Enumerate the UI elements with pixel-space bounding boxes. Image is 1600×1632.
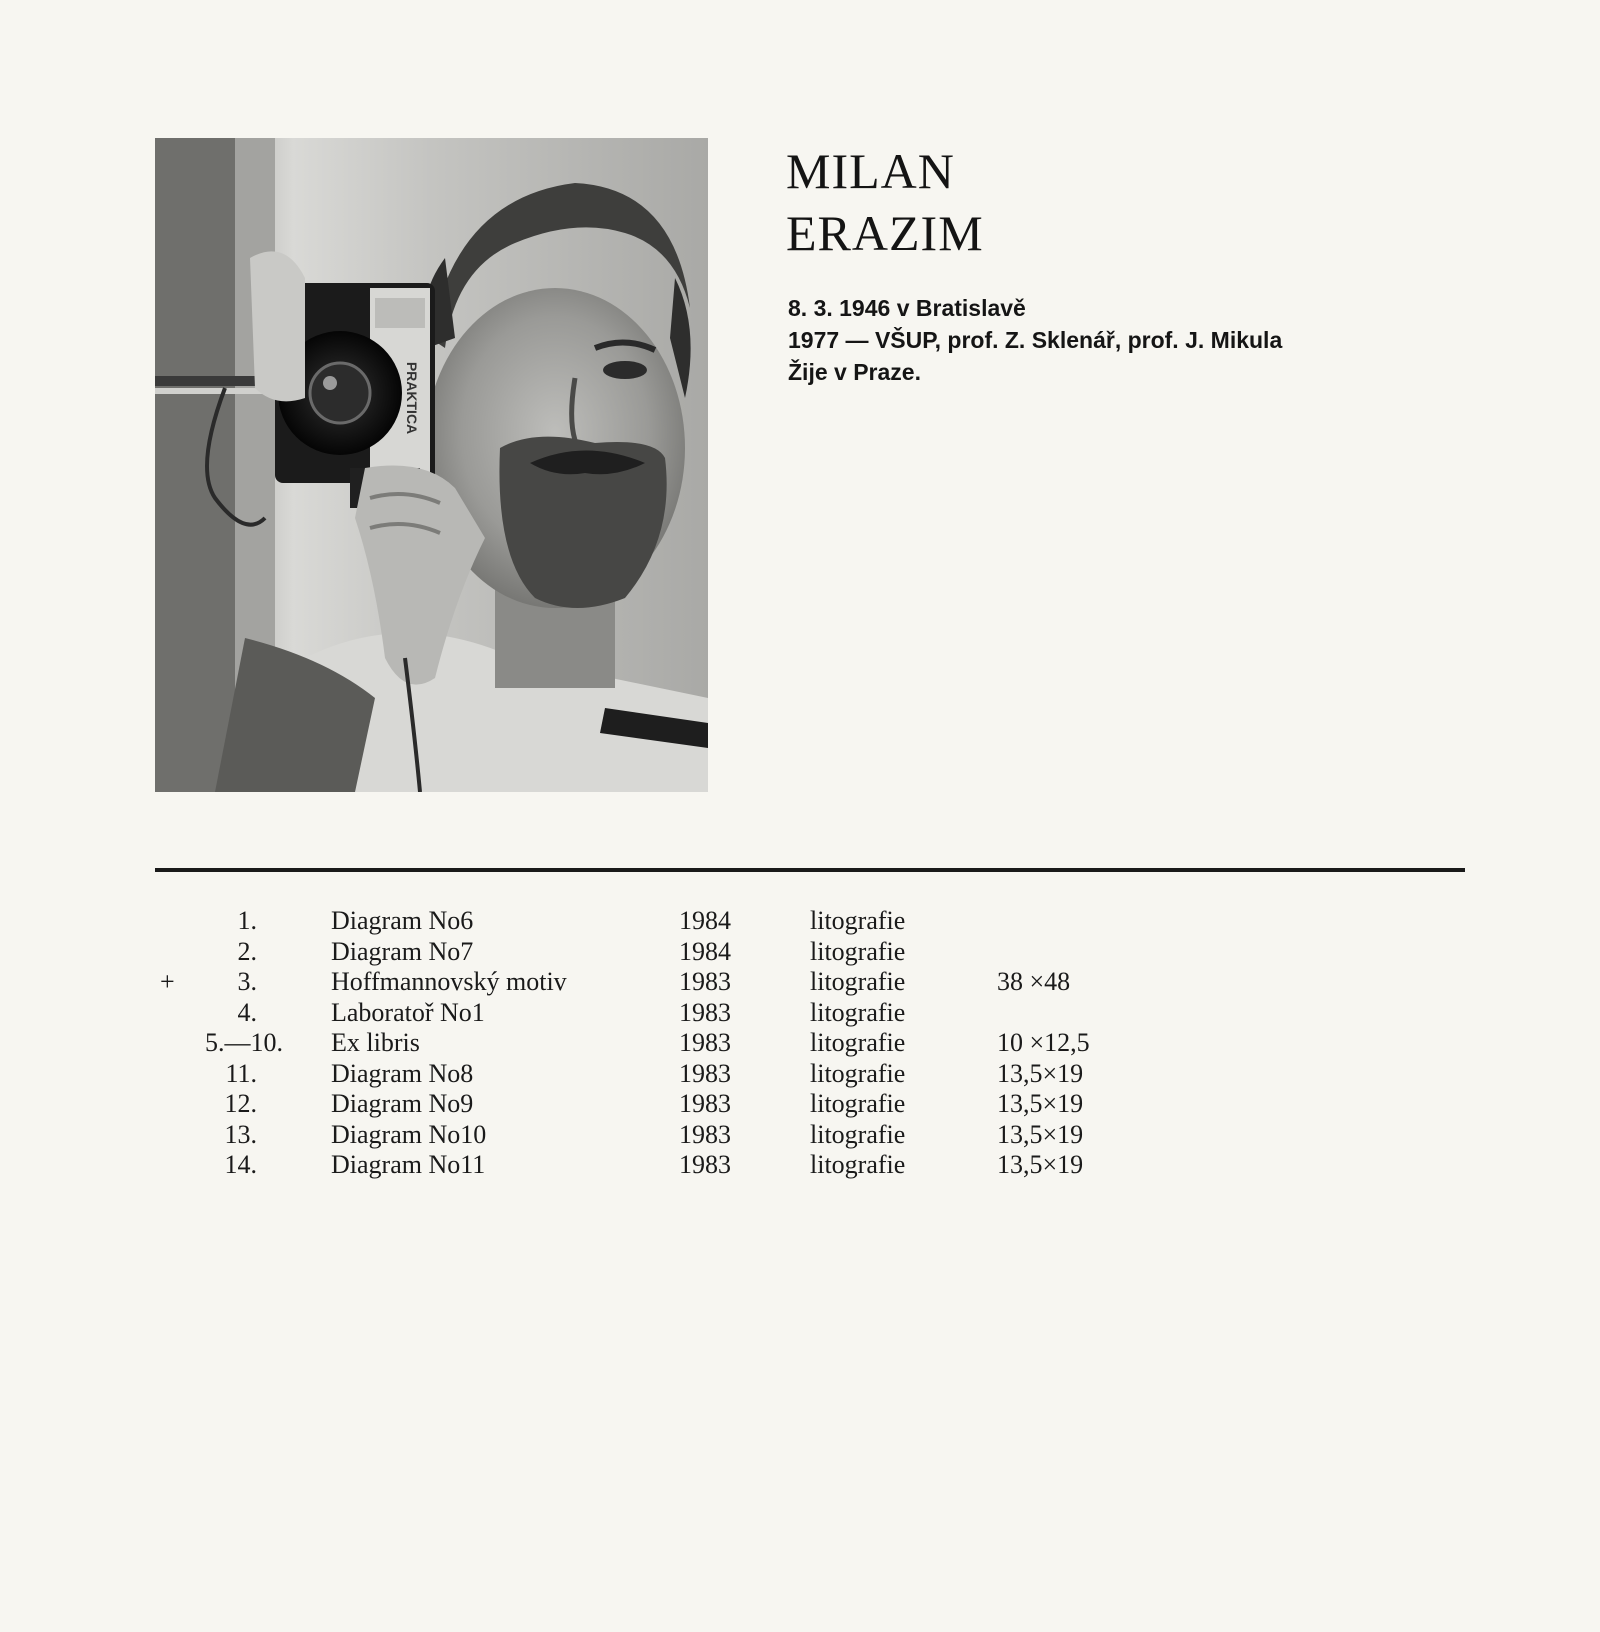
work-year: 1983 bbox=[679, 967, 731, 996]
work-dimensions: 10 ×12,5 bbox=[997, 1028, 1090, 1057]
work-technique: litografie bbox=[810, 936, 906, 966]
work-row bbox=[155, 967, 1455, 998]
work-row bbox=[155, 1120, 1455, 1151]
work-title: Diagram No10 bbox=[331, 1119, 487, 1149]
work-title: Ex libris bbox=[331, 1028, 420, 1057]
work-technique: litografie bbox=[810, 906, 906, 935]
work-year: 1983 bbox=[679, 1150, 731, 1179]
work-row bbox=[155, 906, 1455, 937]
work-number: 1. bbox=[237, 906, 257, 935]
work-technique: litografie bbox=[810, 1089, 906, 1118]
section-divider bbox=[155, 868, 1465, 872]
work-row bbox=[155, 937, 1455, 968]
artist-name bbox=[786, 140, 984, 264]
work-row bbox=[155, 1028, 1455, 1059]
work-technique: litografie bbox=[810, 1150, 906, 1179]
work-row bbox=[155, 1089, 1455, 1120]
work-title: Diagram No11 bbox=[331, 1150, 486, 1179]
work-number: 14. bbox=[224, 1150, 257, 1179]
work-dimensions: 38 ×48 bbox=[997, 967, 1071, 996]
work-row bbox=[155, 1150, 1455, 1181]
work-year: 1984 bbox=[679, 936, 731, 966]
work-number: 11. bbox=[225, 1058, 257, 1088]
works-list bbox=[155, 906, 1455, 1181]
work-year: 1983 bbox=[679, 997, 731, 1027]
work-dimensions: 13,5×19 bbox=[997, 1119, 1084, 1149]
bio-education: 1977 — VŠUP, prof. Z. Sklenář, prof. J. Mikula bbox=[788, 327, 1283, 353]
camera-brand-text: PRAKTICA bbox=[404, 361, 420, 435]
work-year: 1983 bbox=[679, 1058, 731, 1088]
work-technique: litografie bbox=[810, 1119, 906, 1149]
work-technique: litografie bbox=[810, 967, 906, 996]
work-row bbox=[155, 1059, 1455, 1090]
artist-first-name: MILAN bbox=[786, 143, 955, 199]
work-title: Laboratoř No1 bbox=[331, 997, 485, 1027]
work-number: 4. bbox=[237, 997, 257, 1027]
work-title: Diagram No9 bbox=[331, 1089, 474, 1118]
work-title: Hoffmannovský motiv bbox=[331, 967, 567, 996]
work-year: 1983 bbox=[679, 1089, 731, 1118]
work-title: Diagram No7 bbox=[331, 936, 474, 966]
work-technique: litografie bbox=[810, 1028, 906, 1057]
work-year: 1983 bbox=[679, 1119, 731, 1149]
work-number: 5.—10. bbox=[205, 1028, 283, 1057]
work-year: 1983 bbox=[679, 1028, 731, 1057]
work-title: Diagram No6 bbox=[331, 906, 474, 935]
work-dimensions: 13,5×19 bbox=[997, 1058, 1084, 1088]
work-technique: litografie bbox=[810, 997, 906, 1027]
artist-bio bbox=[788, 292, 1282, 388]
artist-last-name: ERAZIM bbox=[786, 205, 984, 261]
work-dimensions: 13,5×19 bbox=[997, 1150, 1084, 1179]
work-number: 2. bbox=[237, 936, 257, 966]
work-row bbox=[155, 998, 1455, 1029]
work-title: Diagram No8 bbox=[331, 1058, 474, 1088]
artist-portrait-photo bbox=[155, 138, 708, 792]
work-number: 13. bbox=[224, 1119, 257, 1149]
work-dimensions: 13,5×19 bbox=[997, 1089, 1084, 1118]
work-mark: + bbox=[160, 967, 175, 996]
bio-born: 8. 3. 1946 v Bratislavě bbox=[788, 295, 1026, 321]
work-technique: litografie bbox=[810, 1058, 906, 1088]
bio-residence: Žije v Praze. bbox=[788, 359, 921, 385]
work-year: 1984 bbox=[679, 906, 731, 935]
portrait-illustration bbox=[155, 138, 708, 792]
work-number: 3. bbox=[237, 967, 257, 996]
work-number: 12. bbox=[224, 1089, 257, 1118]
